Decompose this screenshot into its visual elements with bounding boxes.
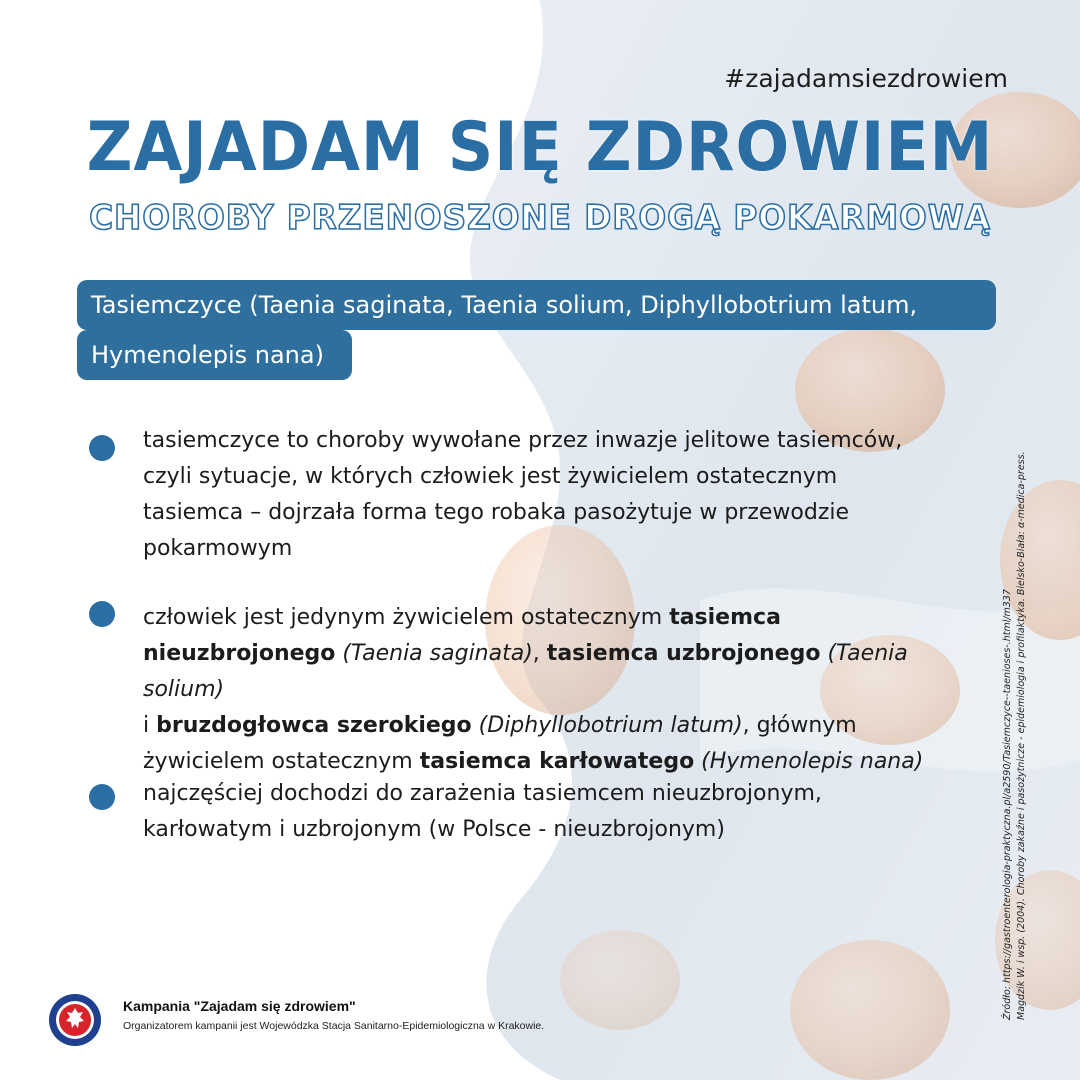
- bullet-dot-icon: [89, 435, 115, 461]
- bullet-dot-icon: [89, 784, 115, 810]
- bold-term: tasiemca karłowatego: [419, 749, 695, 774]
- bullet-text-1: [143, 423, 963, 567]
- text-segment: człowiek jest jedynym żywicielem ostatecznym: [143, 605, 670, 630]
- topic-heading-line-2: Hymenolepis nana): [77, 330, 352, 380]
- latin-name: (Taenia saginata): [335, 641, 533, 666]
- source-line-2: Magdzik W. i wsp. (2004). Choroby zakaźne i pasożytnicze - epidemiologia i profilaktyka. Bielsko-Biała: α-medica-press.: [1016, 451, 1027, 1020]
- bullet-text-2: [143, 600, 983, 780]
- hashtag: #zajadamsiezdrowiem: [724, 64, 1008, 93]
- bold-term: tasiemca: [669, 605, 781, 630]
- bold-term: nieuzbrojonego: [143, 641, 336, 666]
- text-line: [143, 744, 983, 780]
- bold-term: tasiemca uzbrojonego: [546, 641, 821, 666]
- text-segment: żywicielem ostatecznym: [143, 749, 420, 774]
- campaign-name: Kampania "Zajadam się zdrowiem": [123, 998, 356, 1014]
- page-subtitle: CHOROBY PRZENOSZONE DROGĄ POKARMOWĄ: [89, 198, 991, 238]
- bold-term: bruzdogłowca szerokiego: [156, 713, 472, 738]
- topic-heading-line-1: Tasiemczyce (Taenia saginata, Taenia solium, Diphyllobotrium latum,: [77, 280, 996, 330]
- latin-name: (Hymenolepis nana): [694, 749, 924, 774]
- text-line: tasiemca – dojrzała forma tego robaka pasożytuje w przewodzie: [143, 500, 850, 525]
- bullet-dot-icon: [89, 601, 115, 627]
- text-line: karłowatym i uzbrojonym (w Polsce - nieuzbrojonym): [143, 817, 725, 842]
- campaign-organizer: Organizatorem kampanii jest Wojewódzka Stacja Sanitarno-Epidemiologiczna w Krakowie.: [123, 1020, 545, 1032]
- source-line-1: Źródło: https://gastroenterologia-praktyczna.pl/a2590/Tasiemczyce--taenioses-.html/m337: [1002, 589, 1013, 1020]
- text-line: najczęściej dochodzi do zarażenia tasiemcem nieuzbrojonym,: [143, 781, 822, 806]
- latin-name: (Taenia solium): [143, 641, 908, 702]
- text-segment: , głównym: [742, 713, 857, 738]
- text-line: [143, 636, 983, 708]
- text-segment: i: [143, 713, 157, 738]
- text-line: [143, 708, 983, 744]
- text-line: [143, 600, 983, 636]
- source-citation: [1001, 451, 1029, 1020]
- text-line: tasiemczyce to choroby wywołane przez inwazje jelitowe tasiemców,: [143, 428, 903, 453]
- text-line: czyli sytuacje, w których człowiek jest żywicielem ostatecznym: [143, 464, 838, 489]
- text-segment: ,: [532, 641, 547, 666]
- bullet-text-3: [143, 776, 963, 848]
- sanitary-inspection-logo-icon: [48, 993, 102, 1047]
- latin-name: (Diphyllobotrium latum): [471, 713, 743, 738]
- page-title: ZAJADAM SIĘ ZDROWIEM: [86, 108, 994, 187]
- text-line: pokarmowym: [143, 536, 293, 561]
